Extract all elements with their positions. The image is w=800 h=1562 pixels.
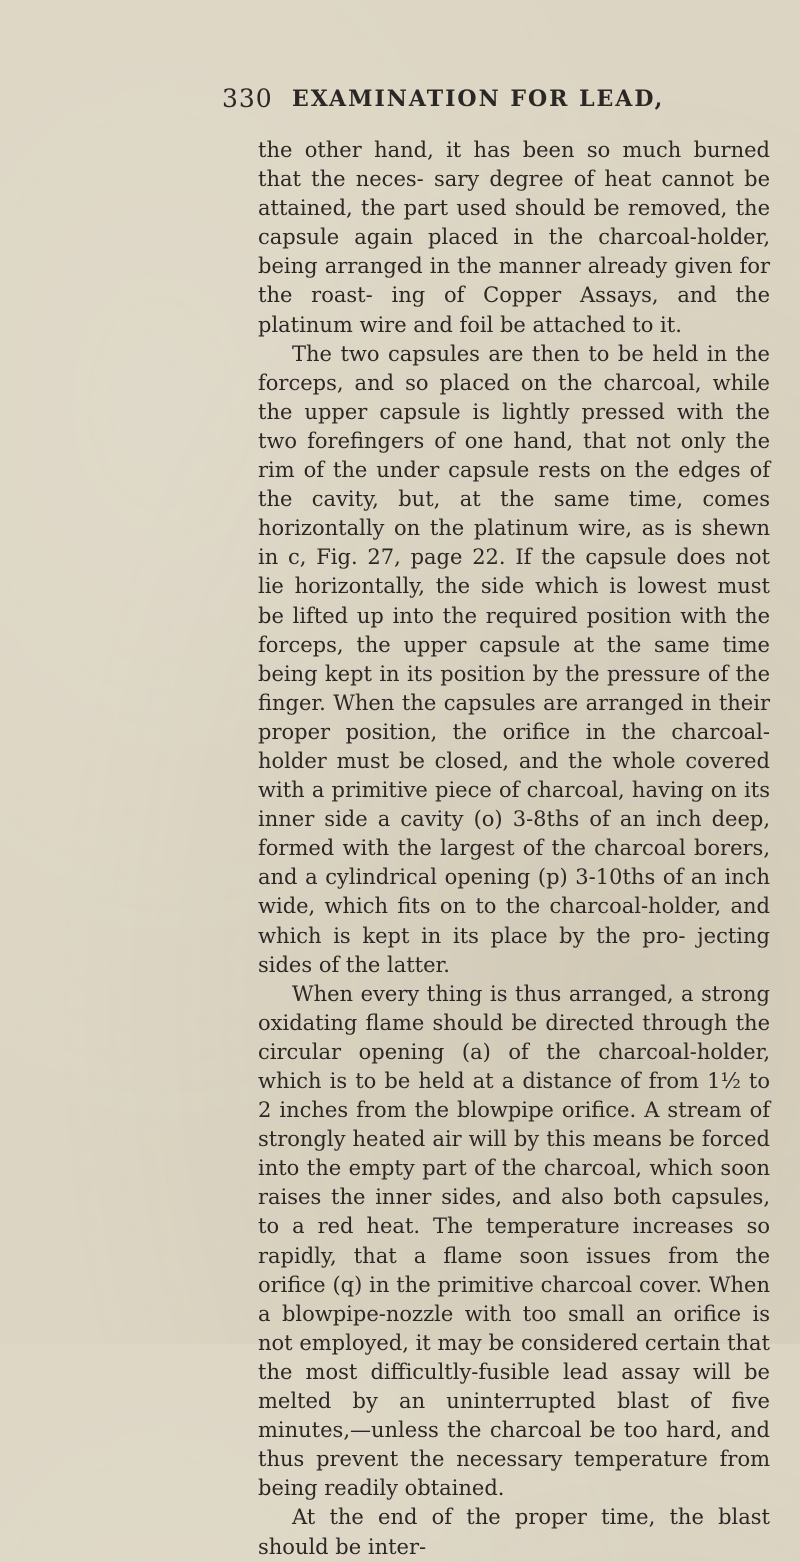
running-head: EXAMINATION FOR LEAD,: [292, 86, 665, 112]
paragraph-blast-interrupted: At the end of the proper time, the blast should be inter-: [258, 1505, 770, 1559]
page-header: [222, 84, 742, 124]
page-number: 330: [222, 84, 273, 113]
body-text: [258, 136, 770, 1562]
paragraph-oxidating-flame: When every thing is thus arranged, a strong oxidating flame should be directed through the circular opening (a) of the charcoal-holder, which is to be held at a distance of from 1½ to 2 inches from the blowpipe orifice. A stream of strongly heated air will by this means be forced into the empty part of the charcoal, which soon raises the inner sides, and also both capsules, to a red heat. The temperature increases so rapidly, that a flame soon issues from the orifice (q) in the primitive charcoal cover. When a blowpipe-nozzle with too small an orifice is not employed, it may be considered certain that the most difficultly-fusible lead assay will be melted by an uninterrupted blast of five minutes,—unless the charcoal be too hard, and thus prevent the necessary temperature from being readily obtained.: [258, 981, 770, 1501]
paragraph-continuation: the other hand, it has been so much burned that the neces- sary degree of heat cannot be attained, the part used should be removed, the capsule again placed in the charcoal-holder, being arranged in the manner already given for the roast- ing of Copper Assays, and the platinum wire and foil be attached to it.: [258, 138, 770, 337]
paragraph-capsules-forceps: The two capsules are then to be held in the forceps, and so placed on the charcoal, while the upper capsule is lightly pressed with the two forefingers of one hand, that not only the rim of the under capsule rests on the edges of the cavity, but, at the same time, comes horizontally on the platinum wire, as is shewn in c, Fig. 27, page 22. If the capsule does not lie horizontally, the side which is lowest must be lifted up into the required position with the forceps, the upper capsule at the same time being kept in its position by the pressure of the finger. When the capsules are arranged in their proper position, the orifice in the charcoal-holder must be closed, and the whole covered with a primitive piece of charcoal, having on its inner side a cavity (o) 3-8ths of an inch deep, formed with the largest of the charcoal borers, and a cylindrical opening (p) 3-10ths of an inch wide, which fits on to the charcoal-holder, and which is kept in its place by the pro- jecting sides of the latter.: [258, 341, 770, 977]
